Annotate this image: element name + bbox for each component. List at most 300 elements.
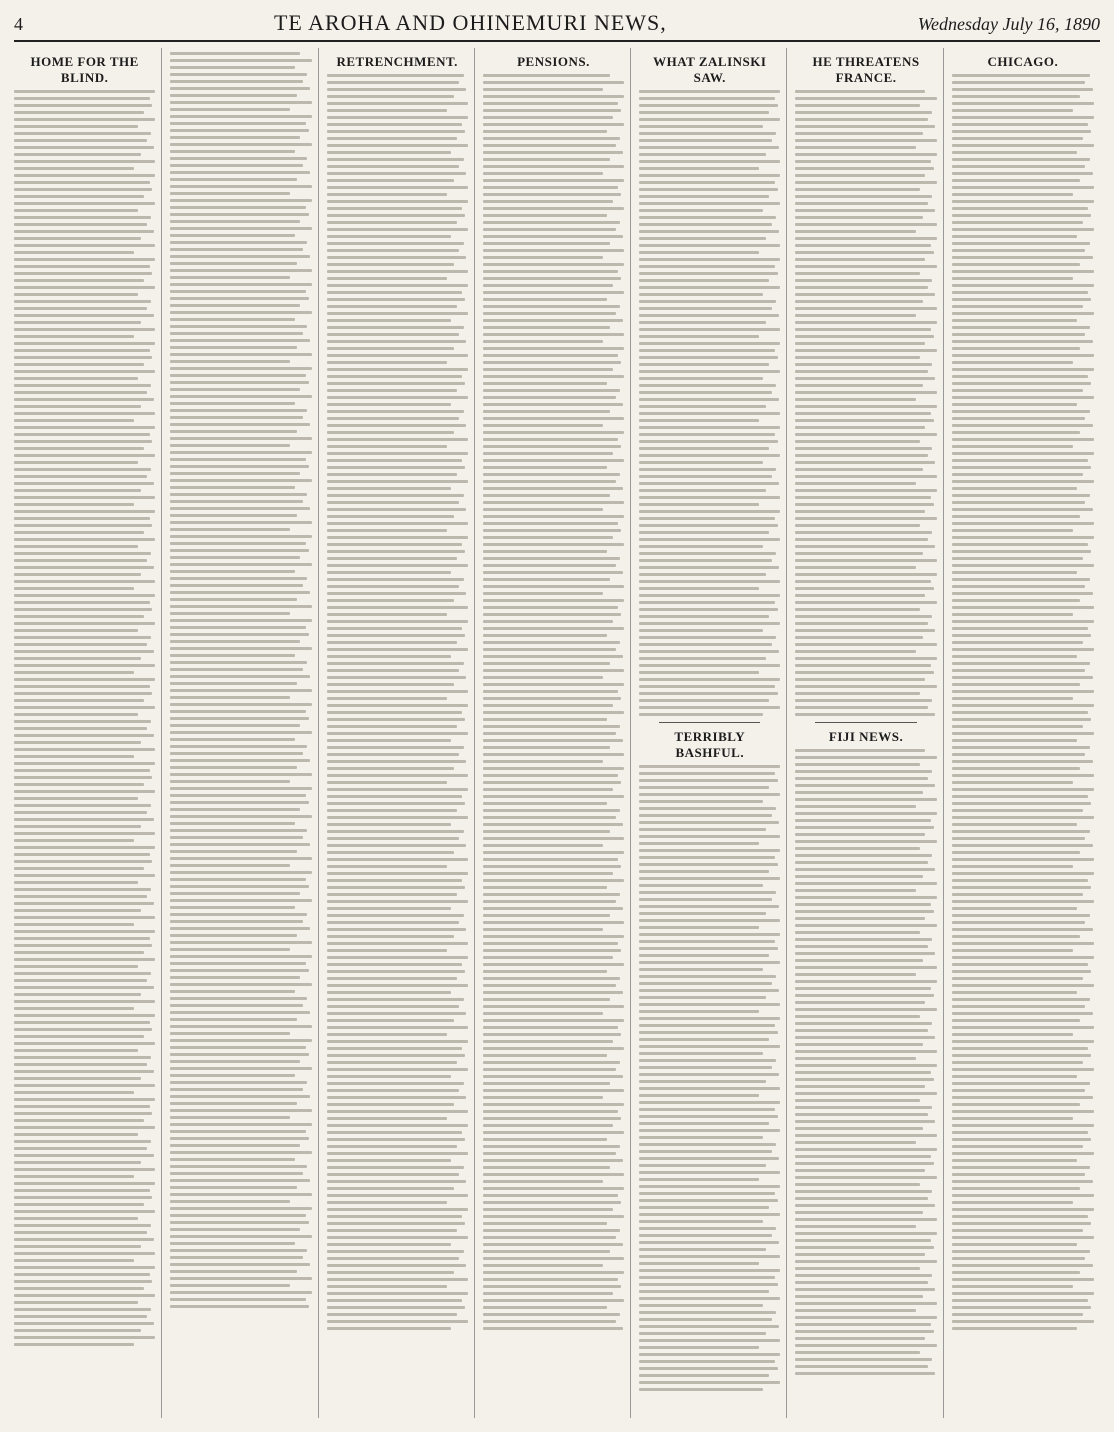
text-line [795, 237, 936, 240]
text-line [170, 675, 310, 678]
text-line [952, 1313, 1083, 1316]
text-line [795, 265, 936, 268]
text-line [639, 940, 775, 943]
text-line [170, 108, 290, 111]
text-line [795, 419, 933, 422]
newspaper-column [170, 48, 318, 1418]
text-line [795, 517, 936, 520]
text-line [327, 690, 468, 693]
text-line [639, 898, 772, 901]
text-line [170, 59, 311, 62]
text-line [639, 1080, 766, 1083]
text-line [14, 1105, 150, 1108]
text-line [952, 921, 1086, 924]
text-line [170, 563, 311, 566]
text-line [170, 724, 300, 727]
text-line [795, 1372, 935, 1375]
text-line [483, 1026, 619, 1029]
text-line [170, 283, 311, 286]
text-line [170, 780, 290, 783]
text-line [639, 608, 777, 611]
text-line [170, 948, 290, 951]
text-line [170, 717, 308, 720]
text-line [483, 1222, 607, 1225]
text-line [639, 1332, 766, 1335]
body-text-placeholder [327, 74, 468, 1330]
text-line [170, 234, 294, 237]
text-line [483, 228, 616, 231]
text-line [952, 368, 1094, 371]
text-line [170, 500, 303, 503]
text-line [14, 559, 147, 562]
text-line [795, 468, 922, 471]
text-line [327, 1068, 468, 1071]
text-line [14, 167, 134, 170]
text-line [952, 683, 1080, 686]
text-line [170, 962, 306, 965]
text-line [170, 633, 308, 636]
text-line [952, 907, 1077, 910]
text-line [483, 697, 621, 700]
text-line [14, 1014, 155, 1017]
text-line [639, 800, 763, 803]
text-line [483, 893, 620, 896]
text-line [952, 620, 1094, 623]
text-line [483, 711, 624, 714]
text-line [639, 1339, 780, 1342]
text-line [170, 829, 307, 832]
text-line [483, 1250, 610, 1253]
text-line [170, 325, 307, 328]
text-line [952, 606, 1094, 609]
text-line [795, 847, 919, 850]
text-line [483, 1320, 616, 1323]
text-line [795, 938, 932, 941]
article-heading: FIJI NEWS. [828, 729, 904, 744]
text-line [483, 543, 624, 546]
text-line [170, 542, 306, 545]
text-line [952, 704, 1094, 707]
text-line [483, 725, 620, 728]
text-line [327, 865, 447, 868]
text-line [170, 465, 308, 468]
text-line [483, 361, 621, 364]
text-line [952, 242, 1090, 245]
text-line [327, 1005, 460, 1008]
text-line [327, 214, 465, 217]
text-line [483, 809, 620, 812]
text-line [639, 531, 769, 534]
text-line [483, 179, 624, 182]
text-line [952, 697, 1073, 700]
text-line [327, 851, 454, 854]
text-line [952, 1299, 1089, 1302]
text-line [170, 360, 290, 363]
text-line [483, 956, 613, 959]
text-line [14, 314, 154, 317]
text-line [483, 326, 610, 329]
text-line [952, 501, 1086, 504]
text-line [170, 1235, 311, 1238]
text-line [795, 405, 936, 408]
text-line [327, 1215, 463, 1218]
text-line [483, 144, 616, 147]
text-line [14, 1329, 141, 1332]
text-line [327, 606, 468, 609]
text-line [795, 622, 928, 625]
text-line [795, 1288, 935, 1291]
text-line [170, 339, 310, 342]
text-line [483, 438, 619, 441]
text-line [14, 972, 151, 975]
text-line [14, 790, 155, 793]
text-line [483, 1054, 607, 1057]
text-line [795, 230, 915, 233]
text-line [483, 970, 607, 973]
text-line [795, 749, 925, 752]
text-line [327, 1033, 447, 1036]
text-line [639, 1227, 776, 1230]
text-line [795, 258, 925, 261]
text-line [952, 410, 1090, 413]
text-line [952, 830, 1090, 833]
text-line [14, 531, 144, 534]
text-line [952, 263, 1080, 266]
text-line [170, 241, 307, 244]
text-line [170, 815, 311, 818]
text-line [170, 843, 310, 846]
text-line [14, 608, 152, 611]
text-line [14, 1063, 147, 1066]
text-line [14, 594, 155, 597]
text-line [327, 1103, 454, 1106]
text-line [639, 1108, 775, 1111]
text-line [170, 913, 307, 916]
text-line [170, 1109, 311, 1112]
text-line [170, 1095, 310, 1098]
text-line [639, 335, 759, 338]
text-line [327, 816, 468, 819]
text-line [327, 711, 463, 714]
text-line [483, 816, 616, 819]
text-line [327, 830, 464, 833]
text-line [170, 346, 297, 349]
text-line [952, 214, 1091, 217]
text-line [795, 314, 915, 317]
newspaper-column [14, 48, 162, 1418]
text-line [795, 384, 922, 387]
text-line [795, 868, 935, 871]
text-line [14, 153, 141, 156]
text-line [639, 419, 759, 422]
text-line [14, 671, 134, 674]
text-line [14, 1266, 155, 1269]
text-line [170, 983, 311, 986]
text-line [639, 1353, 780, 1356]
text-line [639, 139, 772, 142]
text-line [952, 1264, 1093, 1267]
text-line [170, 451, 311, 454]
text-line [952, 466, 1091, 469]
text-line [327, 186, 468, 189]
text-line [14, 454, 155, 457]
text-line [795, 1309, 915, 1312]
text-line [327, 781, 447, 784]
text-line [327, 445, 447, 448]
text-line [639, 209, 763, 212]
text-line [170, 1249, 307, 1252]
text-line [795, 1365, 928, 1368]
text-line [327, 1257, 460, 1260]
text-line [639, 454, 780, 457]
text-line [952, 95, 1080, 98]
text-line [639, 692, 777, 695]
text-line [639, 828, 766, 831]
text-line [795, 889, 915, 892]
text-line [483, 291, 624, 294]
text-line [795, 924, 936, 927]
text-line [795, 931, 919, 934]
text-line [170, 332, 303, 335]
text-line [327, 697, 447, 700]
text-line [639, 1038, 769, 1041]
text-line [483, 1040, 613, 1043]
text-line [795, 608, 919, 611]
text-line [483, 382, 607, 385]
text-line [170, 381, 308, 384]
article-heading: WHAT ZALINSKI SAW. [653, 54, 767, 85]
text-line [14, 643, 147, 646]
text-line [639, 188, 777, 191]
text-line [639, 786, 769, 789]
text-line [795, 363, 932, 366]
text-line [14, 601, 150, 604]
text-line [170, 164, 303, 167]
text-line [795, 1120, 935, 1123]
text-line [170, 1025, 311, 1028]
text-line [952, 1243, 1077, 1246]
text-line [14, 440, 152, 443]
text-line [14, 363, 144, 366]
text-line [327, 963, 463, 966]
text-line [795, 538, 928, 541]
text-line [327, 529, 447, 532]
text-line [483, 1299, 624, 1302]
text-line [327, 116, 468, 119]
text-line [327, 620, 468, 623]
text-line [952, 788, 1094, 791]
text-line [952, 641, 1083, 644]
text-line [170, 1088, 303, 1091]
text-line [14, 426, 155, 429]
text-line [952, 634, 1091, 637]
text-line [14, 1133, 138, 1136]
text-line [639, 1178, 759, 1181]
text-line [639, 961, 780, 964]
text-line [952, 382, 1091, 385]
text-line [952, 459, 1089, 462]
text-line [795, 433, 936, 436]
text-line [639, 835, 780, 838]
text-line [483, 606, 619, 609]
text-line [952, 557, 1083, 560]
text-line [952, 914, 1090, 917]
text-line [795, 1022, 932, 1025]
text-line [170, 731, 311, 734]
text-line [952, 522, 1094, 525]
text-line [952, 137, 1083, 140]
text-line [14, 391, 147, 394]
text-line [327, 634, 465, 637]
text-line [14, 566, 154, 569]
article-heading: TERRIBLY BASHFUL. [674, 729, 746, 760]
text-line [795, 1246, 933, 1249]
text-line [14, 321, 141, 324]
text-line [952, 851, 1080, 854]
text-line [327, 270, 468, 273]
text-line [327, 543, 463, 546]
text-line [327, 389, 457, 392]
text-line [639, 160, 780, 163]
text-line [952, 753, 1086, 756]
text-line [952, 1292, 1094, 1295]
text-line [170, 1039, 311, 1042]
text-line [327, 788, 468, 791]
text-line [327, 1110, 468, 1113]
text-line [14, 636, 151, 639]
text-line [952, 1103, 1080, 1106]
text-line [795, 1092, 936, 1095]
text-line [170, 857, 311, 860]
text-line [795, 650, 915, 653]
text-line [170, 80, 303, 83]
text-line [14, 468, 151, 471]
text-line [14, 573, 141, 576]
text-line [327, 424, 467, 427]
text-line [170, 598, 297, 601]
text-line [639, 1066, 772, 1069]
text-line [639, 807, 776, 810]
text-line [639, 265, 775, 268]
text-line [14, 545, 138, 548]
text-line [483, 193, 621, 196]
text-line [170, 276, 290, 279]
text-line [483, 249, 624, 252]
text-line [327, 1075, 451, 1078]
text-line [795, 692, 919, 695]
text-line [483, 368, 613, 371]
text-line [952, 277, 1073, 280]
text-line [483, 137, 620, 140]
text-line [952, 1180, 1093, 1183]
text-line [639, 258, 780, 261]
text-line [639, 1374, 769, 1377]
text-line [327, 1250, 464, 1253]
text-line [639, 706, 780, 709]
text-line [170, 514, 297, 517]
text-line [795, 293, 935, 296]
text-line [170, 556, 300, 559]
text-line [639, 636, 776, 639]
text-line [170, 794, 306, 797]
text-line [952, 389, 1083, 392]
text-line [483, 1124, 613, 1127]
text-line [14, 1000, 155, 1003]
text-line [639, 1171, 780, 1174]
text-line [14, 776, 152, 779]
text-line [952, 998, 1090, 1001]
text-line [639, 849, 780, 852]
text-line [14, 1182, 155, 1185]
text-line [639, 167, 759, 170]
text-line [952, 928, 1093, 931]
text-line [483, 1187, 624, 1190]
text-line [327, 704, 468, 707]
text-line [170, 570, 294, 573]
text-line [795, 601, 936, 604]
text-line [14, 923, 134, 926]
text-line [795, 910, 933, 913]
text-line [483, 1033, 621, 1036]
text-line [483, 1138, 607, 1141]
text-line [483, 424, 603, 427]
text-line [795, 875, 922, 878]
text-line [327, 942, 468, 945]
text-line [795, 1330, 933, 1333]
text-line [327, 1145, 457, 1148]
text-line [170, 409, 307, 412]
text-line [639, 1248, 766, 1251]
text-line [795, 1127, 922, 1130]
text-line [639, 1192, 775, 1195]
text-line [952, 347, 1080, 350]
text-line [170, 255, 310, 258]
text-line [795, 181, 936, 184]
text-line [14, 1259, 134, 1262]
text-line [327, 1131, 463, 1134]
text-line [483, 690, 619, 693]
text-line [170, 997, 307, 1000]
text-line [327, 970, 465, 973]
text-line [483, 277, 621, 280]
text-line [952, 592, 1093, 595]
text-line [795, 840, 936, 843]
text-line [327, 802, 465, 805]
text-line [952, 74, 1090, 77]
text-line [327, 1047, 463, 1050]
text-line [170, 311, 311, 314]
text-line [795, 503, 933, 506]
text-line [327, 235, 451, 238]
text-line [327, 1236, 468, 1239]
text-line [795, 524, 919, 527]
text-line [952, 627, 1089, 630]
text-line [327, 893, 457, 896]
text-line [952, 865, 1073, 868]
text-line [170, 1242, 294, 1245]
text-line [170, 549, 308, 552]
text-line [795, 426, 925, 429]
text-line [170, 1151, 311, 1154]
text-line [795, 861, 928, 864]
text-line [639, 650, 779, 653]
text-line [952, 431, 1080, 434]
text-line [170, 472, 300, 475]
text-line [327, 1173, 460, 1176]
text-line [170, 808, 300, 811]
text-line [170, 1074, 294, 1077]
text-line [952, 816, 1094, 819]
